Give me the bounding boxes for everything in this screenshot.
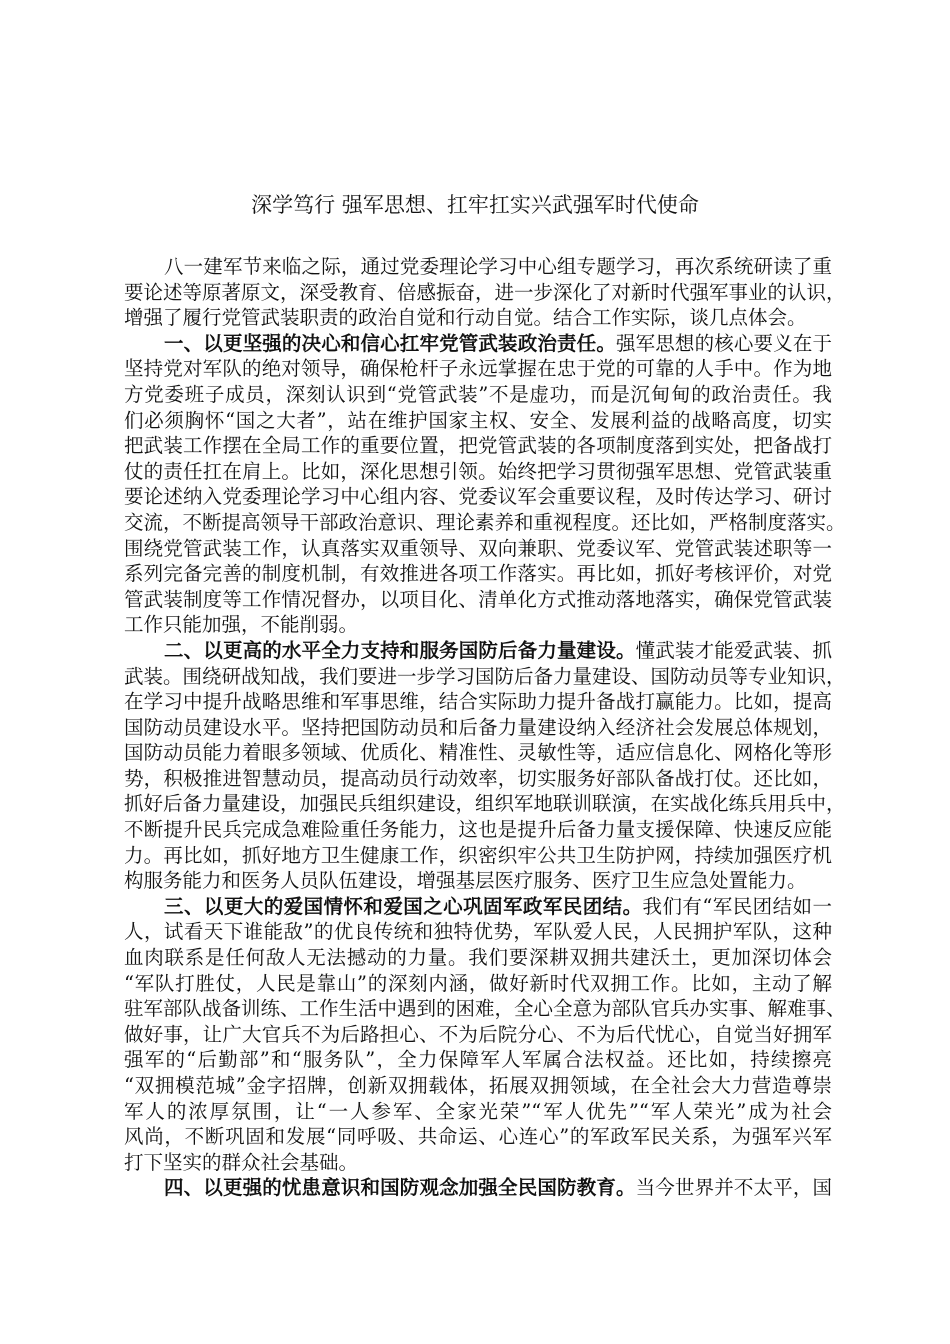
text-line bbox=[124, 433, 832, 459]
paragraph bbox=[124, 254, 846, 331]
text-line bbox=[124, 766, 832, 792]
section-heading: 二、以更高的水平全力支持和服务国防后备力量建设。 bbox=[164, 638, 636, 662]
line-text: 血肉联系是任何敌人无法撼动的力量。我们要深耕双拥共建沃土，更加深切体会 bbox=[124, 946, 832, 970]
line-text: 军人的浓厚氛围，让“一人参军、全家光荣”“军人优先”“军人荣光”成为社会 bbox=[124, 1099, 832, 1123]
line-text: 管武装制度等工作情况督办，以项目化、清单化方式推动落地落实，确保党管武装 bbox=[124, 587, 832, 611]
paragraph bbox=[124, 638, 846, 894]
text-line bbox=[124, 715, 832, 741]
text-line bbox=[124, 536, 832, 562]
line-text: 要论述等原著原文，深受教育、倍感振奋，进一步深化了对新时代强军事业的认识， bbox=[124, 280, 846, 304]
line-text: 八一建军节来临之际，通过党委理论学习中心组专题学习，再次系统研读了重 bbox=[164, 255, 832, 278]
text-line bbox=[124, 484, 832, 510]
text-line bbox=[124, 280, 846, 306]
text-line bbox=[124, 817, 832, 843]
line-text: 仗的责任扛在肩上。比如，深化思想引领。始终把学习贯彻强军思想、党管武装重 bbox=[124, 459, 832, 483]
document-body bbox=[124, 254, 846, 1201]
line-text: 人，试看天下谁能敌”的优良传统和独特优势，军队爱人民，人民拥护军队，这种 bbox=[124, 920, 832, 944]
line-text: 把武装工作摆在全局工作的重要位置，把党管武装的各项制度落到实处，把备战打 bbox=[124, 434, 832, 458]
line-text: 当今世界并不太平，国 bbox=[635, 1176, 832, 1200]
text-line bbox=[124, 971, 832, 997]
text-line bbox=[124, 638, 832, 664]
line-text: 构服务能力和医务人员队伍建设，增强基层医疗服务、医疗卫生应急处置能力。 bbox=[124, 869, 807, 893]
line-text: 抓好后备力量建设，加强民兵组织建设，组织军地联训联演，在实战化练兵用兵中， bbox=[124, 792, 846, 816]
line-text: 工作只能加强，不能削弱。 bbox=[124, 613, 359, 637]
line-text: 交流，不断提高领导干部政治意识、理论素养和重视程度。还比如，严格制度落实。 bbox=[124, 510, 846, 534]
text-line bbox=[124, 510, 846, 536]
paragraph bbox=[124, 331, 846, 638]
text-line bbox=[124, 1022, 832, 1048]
line-text: “军队打胜仗，人民是靠山”的深刻内涵，做好新时代双拥工作。比如，主动了解 bbox=[124, 971, 832, 995]
text-line bbox=[124, 382, 832, 408]
text-line bbox=[124, 894, 832, 920]
line-text: 做好事，让广大官兵不为后路担心、不为后院分心、不为后代忧心，自觉当好拥军 bbox=[124, 1022, 832, 1046]
text-line bbox=[124, 1150, 832, 1176]
text-line bbox=[124, 1175, 832, 1201]
line-text: 不断提升民兵完成急难险重任务能力，这也是提升后备力量支援保障、快速反应能 bbox=[124, 818, 832, 842]
line-text: 强军思想的核心要义在于 bbox=[615, 331, 832, 355]
line-text: 要论述纳入党委理论学习中心组内容、党委议军会重要议程，及时传达学习、研讨 bbox=[124, 485, 832, 509]
line-text: 坚持党对军队的绝对领导，确保枪杆子永远掌握在忠于党的可靠的人手中。作为地 bbox=[124, 357, 832, 381]
text-line bbox=[124, 791, 846, 817]
text-line bbox=[124, 408, 832, 434]
line-text: 增强了履行党管武装职责的政治自觉和行动自觉。结合工作实际，谈几点体会。 bbox=[124, 306, 807, 330]
line-text: 系列完备完善的制度机制，有效推进各项工作落实。再比如，抓好考核评价，对党 bbox=[124, 562, 832, 586]
text-line bbox=[124, 740, 832, 766]
line-text: 势，积极推进智慧动员，提高动员行动效率，切实服务好部队备战打仗。还比如， bbox=[124, 766, 832, 790]
text-line bbox=[124, 305, 832, 331]
line-text: 国防动员能力着眼多领域、优质化、精准性、灵敏性等，适应信息化、网格化等形 bbox=[124, 741, 832, 765]
line-text: 风尚，不断巩固和发展“同呼吸、共命运、心连心”的军政军民关系，为强军兴军 bbox=[124, 1125, 832, 1149]
line-text: 懂武装才能爱武装、抓 bbox=[635, 638, 832, 662]
section-heading: 四、以更强的忧患意识和国防观念加强全民国防教育。 bbox=[164, 1176, 636, 1200]
text-line bbox=[124, 868, 832, 894]
paragraph bbox=[124, 894, 846, 1176]
line-text: 国防动员建设水平。坚持把国防动员和后备力量建设纳入经济社会发展总体规划， bbox=[124, 715, 832, 739]
text-line bbox=[124, 843, 832, 869]
text-line bbox=[124, 945, 832, 971]
text-line bbox=[124, 1073, 832, 1099]
text-line bbox=[124, 1124, 832, 1150]
line-text: 在学习中提升战略思维和军事思维，结合实际助力提升备战打赢能力。比如，提高 bbox=[124, 690, 832, 714]
text-line bbox=[124, 919, 832, 945]
line-text: 强军的“后勤部”和“服务队”，全力保障军人军属合法权益。还比如，持续擦亮 bbox=[124, 1048, 832, 1072]
text-line bbox=[124, 459, 832, 485]
text-line bbox=[124, 612, 832, 638]
text-line bbox=[124, 561, 832, 587]
text-line bbox=[124, 689, 832, 715]
text-line bbox=[124, 1099, 832, 1125]
line-text: 方党委班子成员，深刻认识到“党管武装”不是虚功，而是沉甸甸的政治责任。我 bbox=[124, 382, 832, 406]
section-heading: 一、以更坚强的决心和信心扛牢党管武装政治责任。 bbox=[164, 331, 616, 355]
text-line bbox=[124, 254, 832, 280]
line-text: “双拥模范城”金字招牌，创新双拥载体，拓展双拥领域，在全社会大力营造尊崇 bbox=[124, 1074, 832, 1097]
document-title: 深学笃行 强军思想、扛牢扛实兴武强军时代使命 bbox=[251, 193, 699, 217]
line-text: 力。再比如，抓好地方卫生健康工作，织密织牢公共卫生防护网，持续加强医疗机 bbox=[124, 843, 832, 867]
line-text: 围绕党管武装工作，认真落实双重领导、双向兼职、党委议军、党管武装述职等一 bbox=[124, 536, 832, 560]
line-text: 我们有“军民团结如一 bbox=[642, 894, 832, 918]
text-line bbox=[124, 587, 832, 613]
line-text: 们必须胸怀“国之大者”，站在维护国家主权、安全、发展利益的战略高度，切实 bbox=[124, 408, 832, 432]
text-line bbox=[124, 356, 832, 382]
section-heading: 三、以更大的爱国情怀和爱国之心巩固军政军民团结。 bbox=[164, 894, 643, 918]
text-line bbox=[124, 331, 832, 357]
text-line bbox=[124, 996, 846, 1022]
text-line bbox=[124, 1047, 832, 1073]
line-text: 驻军部队战备训练、工作生活中遇到的困难，全心全意为部队官兵办实事、解难事、 bbox=[124, 997, 846, 1021]
line-text: 打下坚实的群众社会基础。 bbox=[124, 1150, 359, 1174]
line-text: 武装。围绕研战知战，我们要进一步学习国防后备力量建设、国防动员等专业知识， bbox=[124, 664, 846, 688]
text-line bbox=[124, 664, 846, 690]
paragraph bbox=[124, 1175, 832, 1201]
